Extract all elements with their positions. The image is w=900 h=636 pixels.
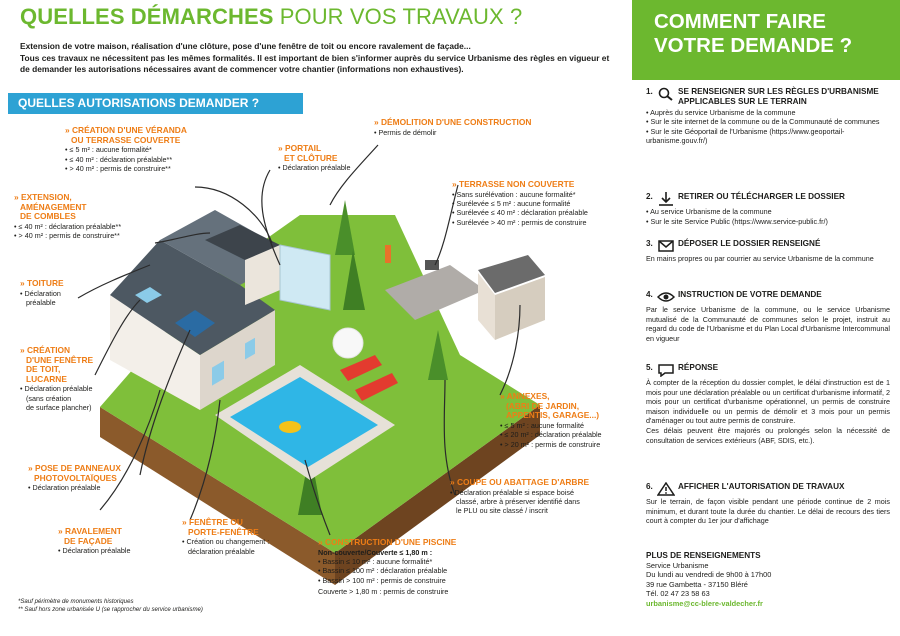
section-banner: QUELLES AUTORISATIONS DEMANDER ? [8, 93, 303, 114]
extension-title-1: » EXTENSION, [14, 192, 72, 202]
fenetre-toit-title-3: DE TOIT, [26, 364, 61, 375]
veranda-title-2: OU TERRASSE COUVERTE [71, 134, 181, 145]
fenetre-toit-title-2: D'UNE FENÊTRE [26, 354, 94, 365]
block-coupe [450, 478, 625, 516]
veranda-item-3: • > 40 m² : permis de construire** [65, 164, 215, 173]
step-2-title: RETIRER OU TÉLÉCHARGER LE DOSSIER [678, 192, 845, 201]
panneaux-item-1: • Déclaration préalable [28, 483, 158, 492]
demolition-title: » DÉMOLITION D'UNE CONSTRUCTION [374, 117, 532, 127]
more-info-line-2: Du lundi au vendredi de 9h00 à 17h00 [646, 570, 772, 580]
footnotes [18, 598, 203, 614]
step-1-item-3: • Sur le site Géoportail de l'Urbanisme (https://www.geoportail-urbanisme.gouv.fr/) [646, 127, 890, 146]
fenetre-porte-title-2: PORTE-FENÊTRE [188, 526, 259, 537]
block-fenetre-toit [20, 346, 120, 413]
step-3-number: 3. [646, 239, 653, 248]
step-6 [646, 482, 890, 526]
step-1-item-2: • Sur le site internet de la commune ou de la Communauté de communes [646, 117, 890, 127]
piscine-item-2: • Bassin ≤ 100 m² : déclaration préalable [318, 566, 488, 575]
mail-icon [657, 239, 675, 253]
coupe-title: » COUPE OU ABATTAGE D'ARBRE [450, 477, 590, 487]
fenetre-toit-title-4: LUCARNE [26, 373, 67, 384]
terrasse-item-1: • Sans surélévation : aucune formalité* [452, 190, 624, 199]
step-4-text: Par le service Urbanisme de la commune, ou le service Urbanisme mutualisé de la Communauté de communes selon le projet, instruit au regard du code de l'Urbanisme et du Plan Local d'Urbanisme Intercommunal en vigueur [646, 305, 890, 343]
step-1 [646, 87, 890, 146]
how-to-panel [632, 0, 900, 636]
toiture-item-cont: préalable [26, 298, 56, 307]
fenetre-toit-item-3: de surface plancher) [26, 403, 92, 413]
person-1 [385, 245, 391, 263]
annexes-item-2: • ≤ 20 m² : déclaration préalable [500, 430, 628, 439]
veranda [280, 245, 330, 310]
fenetre-porte-item-1: • Création ou changement : [182, 537, 302, 546]
step-3 [646, 239, 890, 264]
block-piscine [318, 538, 488, 597]
step-1-item-1: • Auprès du service Urbanisme de la commune [646, 108, 890, 118]
portail-item-1: • Déclaration préalable [278, 163, 378, 172]
fenetre-porte-item-2: déclaration préalable [188, 546, 255, 556]
portail-title-2: ET CLÔTURE [284, 152, 338, 163]
step-6-number: 6. [646, 482, 653, 491]
veranda-item-1: • ≤ 5 m² : aucune formalité* [65, 145, 215, 154]
panel-title [654, 10, 894, 58]
block-ravalement [58, 527, 168, 556]
annexes-title-1: » ANNEXES, [500, 391, 550, 401]
annexes-item-1: • ≤ 5 m² : aucune formalité [500, 421, 628, 430]
demolition-item-1: • Permis de démolir [374, 128, 554, 137]
block-fenetre-porte [182, 518, 302, 556]
piscine-item-1: • Bassin ≤ 10 m² : aucune formalité* [318, 557, 488, 566]
coupe-item-2: classé, arbre à préserver identifié dans [456, 497, 580, 506]
block-veranda [65, 126, 215, 173]
more-info-line-3: 39 rue Gambetta - 37150 Bléré [646, 579, 748, 589]
chat-icon [657, 363, 675, 377]
fenetre-porte-title-1: » FENÊTRE OU [182, 517, 243, 527]
panneaux-title-1: » POSE DE PANNEAUX [28, 463, 121, 473]
step-3-text: En mains propres ou par courrier au service Urbanisme de la commune [646, 254, 874, 263]
annexes-title-2: (ABRI DE JARDIN, [506, 400, 580, 411]
extension-title-3: DE COMBLES [20, 211, 76, 222]
footnote-2: ** Sauf hors zone urbanisée U (se rapprocher du service urbanisme) [18, 606, 203, 614]
block-portail [278, 144, 378, 173]
block-annexes [500, 392, 628, 449]
step-5-title: RÉPONSE [678, 363, 719, 372]
eye-icon [657, 290, 675, 304]
coupe-item-1: • Déclaration préalable si espace boisé [450, 488, 625, 497]
piscine-title: » CONSTRUCTION D'UNE PISCINE [318, 537, 457, 547]
title-rest: POUR VOS TRAVAUX ? [273, 4, 523, 29]
panel-title-line-2: VOTRE DEMANDE ? [654, 34, 853, 57]
terrasse-item-4: • Surélevée > 40 m² : permis de construire [452, 218, 624, 227]
panneaux-title-2: PHOTOVOLTAÏQUES [34, 472, 117, 483]
more-info [646, 551, 890, 609]
terrasse-item-2: • Surélevée ≤ 5 m² : aucune formalité [452, 199, 624, 208]
ravalement-title-1: » RAVALEMENT [58, 526, 122, 536]
step-2-item-2: • Sur le site Service Public (https://www.service-public.fr/) [646, 217, 890, 227]
portail-title-1: » PORTAIL [278, 143, 322, 153]
step-6-title: AFFICHER L'AUTORISATION DE TRAVAUX [678, 482, 845, 491]
step-5 [646, 363, 890, 445]
extension-title-2: AMÉNAGEMENT [20, 201, 87, 212]
extension-item-2: • > 40 m² : permis de construire** [14, 231, 164, 240]
intro-line-2: Tous ces travaux ne nécessitent pas les mêmes formalités. Il est important de bien s'informer auprès du service Urbanisme des règles en vigueur et de demander les autorisations nécessaires avant de commencer votre chantier (informations non exhaustives). [20, 52, 610, 75]
more-info-line-1: Service Urbanisme [646, 560, 709, 570]
more-info-email[interactable]: urbanisme@cc-blere-valdecher.fr [646, 598, 763, 608]
step-4-number: 4. [646, 290, 653, 299]
more-info-title: PLUS DE RENSEIGNEMENTS [646, 551, 761, 560]
step-2-item-1: • Au service Urbanisme de la commune [646, 207, 890, 217]
step-5-number: 5. [646, 363, 653, 372]
step-1-title: SE RENSEIGNER SUR LES RÈGLES D'URBANISME APPLICABLES SUR LE TERRAIN [678, 87, 879, 106]
piscine-subtitle: Non-couverte/Couverte ≤ 1,80 m : [318, 547, 433, 557]
terrasse-title: » TERRASSE NON COUVERTE [452, 179, 575, 189]
toiture-title: » TOITURE [20, 278, 64, 288]
block-extension [14, 193, 164, 241]
piscine-item-3: • Bassin > 100 m² : permis de construire [318, 576, 488, 585]
annexes-item-3: • > 20 m² : permis de construire [500, 440, 628, 449]
piscine-last: Couverte > 1,80 m : permis de construire [318, 587, 449, 597]
intro-text [20, 41, 620, 76]
step-2-number: 2. [646, 192, 653, 201]
block-toiture [20, 279, 90, 307]
terrasse-item-3: • Surélevée ≤ 40 m² : déclaration préalable [452, 208, 624, 217]
toiture-item-1: • Déclaration [20, 289, 90, 298]
fenetre-toit-title-1: » CRÉATION [20, 345, 71, 355]
page-title [20, 4, 522, 30]
footnote-1: *Sauf périmètre de monuments historiques [18, 598, 134, 605]
ravalement-title-2: DE FAÇADE [64, 535, 113, 546]
warning-icon [657, 482, 675, 496]
panel-title-line-1: COMMENT FAIRE [654, 10, 826, 33]
block-panneaux [28, 464, 158, 493]
step-5-text: À compter de la réception du dossier complet, le délai d'instruction est de 1 mois pour une déclaration préalable ou un certificat d'urbanisme informatif, 2 mois pour un certificat d'urbanisme opérationnel, un permis de construire maison individuelle ou un permis de démolir et 3 mois pour un permis d'aménager ou tout autre permis de construire. [646, 378, 890, 426]
intro-line-1: Extension de votre maison, réalisation d'une clôture, pose d'une fenêtre de toit ou encore ravalement de façade... [20, 41, 471, 51]
step-4 [646, 290, 890, 343]
block-terrasse [452, 180, 624, 227]
download-icon [657, 192, 675, 206]
step-6-text: Sur le terrain, de façon visible pendant une période continue de 2 mois minimum, et durant toute la durée du chantier. Le délai de recours des tiers court à compter du 1er jour d'affichage [646, 497, 890, 526]
block-demolition [374, 118, 554, 137]
step-4-title: INSTRUCTION DE VOTRE DEMANDE [678, 290, 822, 299]
extension-item-1: • ≤ 40 m² : déclaration préalable** [14, 222, 164, 231]
pool-ring [279, 421, 301, 433]
step-3-title: DÉPOSER LE DOSSIER RENSEIGNÉ [678, 239, 821, 248]
coupe-item-3: le PLU ou site classé / inscrit [456, 506, 548, 516]
parasol [333, 328, 363, 358]
fenetre-toit-item-2: (sans création [26, 393, 72, 403]
step-2 [646, 192, 890, 226]
fenetre-toit-item-1: • Déclaration préalable [20, 384, 120, 393]
more-info-phone: Tél. 02 47 23 58 63 [646, 589, 710, 599]
annexes-title-3: APPENTIS, GARAGE...) [506, 410, 600, 421]
title-main: QUELLES DÉMARCHES [20, 4, 274, 29]
ravalement-item-1: • Déclaration préalable [58, 546, 168, 555]
veranda-title-1: » CRÉATION D'UNE VÉRANDA [65, 125, 187, 135]
step-5-text-2: Ces délais peuvent être majorés ou prolongés selon la nécessité de consultation de services extérieurs (ABF, SDIS, etc.). [646, 425, 890, 445]
veranda-item-2: • ≤ 40 m² : déclaration préalable** [65, 155, 215, 164]
step-1-number: 1. [646, 87, 653, 96]
magnifier-icon [657, 87, 675, 101]
